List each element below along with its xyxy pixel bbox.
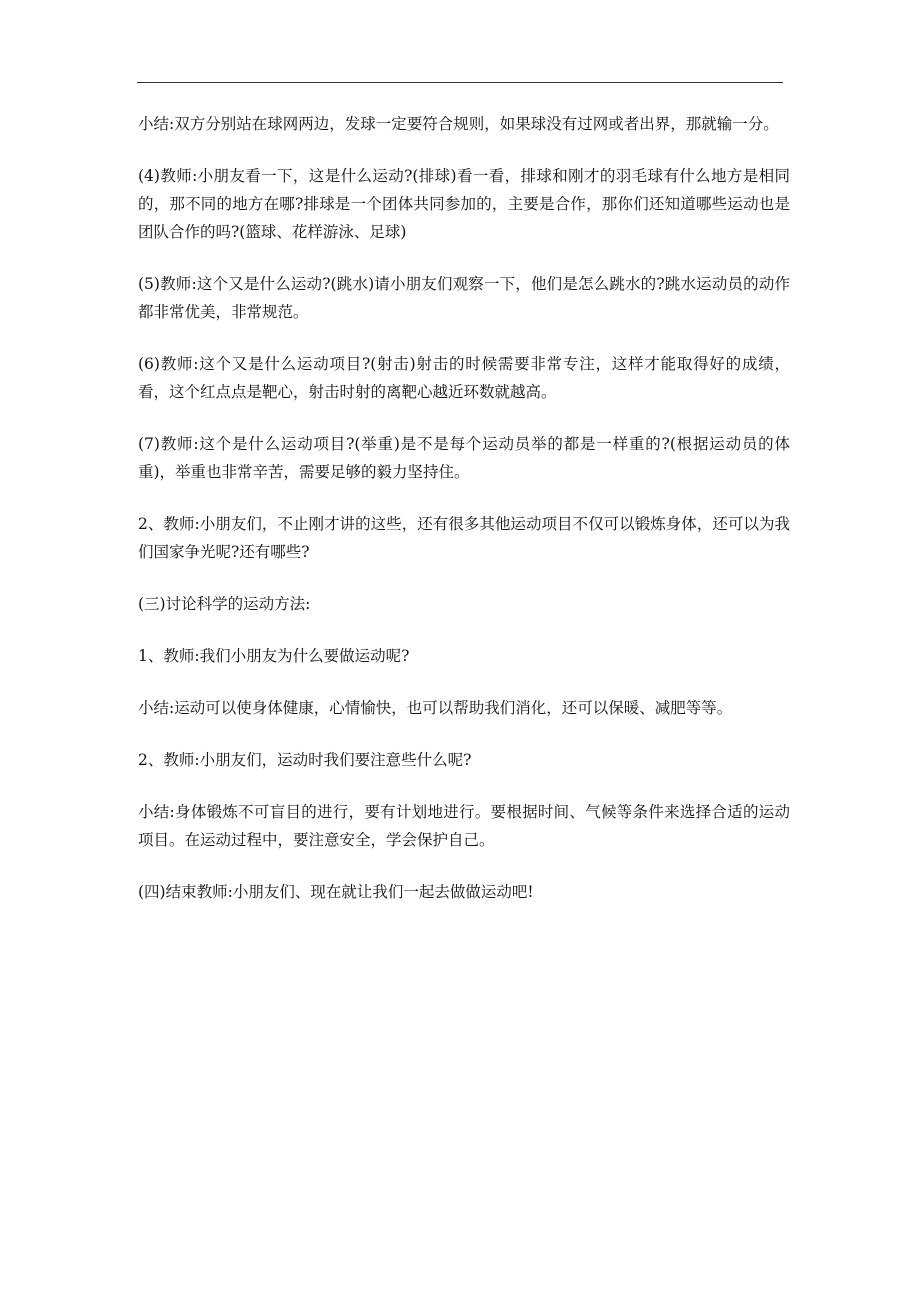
paragraph-summary-precautions: 小结:身体锻炼不可盲目的进行，要有计划地进行。要根据时间、气候等条件来选择合适的运动项目。在运动过程中，要注意安全，学会保护自己。 <box>138 803 790 849</box>
paragraph-why-exercise: 1、教师:我们小朋友为什么要做运动呢? <box>138 647 410 665</box>
document-body <box>138 110 790 930</box>
header-rule <box>137 82 783 83</box>
paragraph-conclusion: (四)结束教师:小朋友们、现在就让我们一起去做做运动吧! <box>138 883 534 901</box>
section-heading-methods: (三)讨论科学的运动方法: <box>138 595 311 613</box>
paragraph-diving: (5)教师:这个又是什么运动?(跳水)请小朋友们观察一下，他们是怎么跳水的?跳水运动员的动作都非常优美，非常规范。 <box>138 275 790 321</box>
paragraph-precautions-question: 2、教师:小朋友们，运动时我们要注意些什么呢? <box>138 751 472 769</box>
paragraph-summary-benefits: 小结:运动可以使身体健康，心情愉快，也可以帮助我们消化，还可以保暖、减肥等等。 <box>138 699 733 717</box>
paragraph-other-sports: 2、教师:小朋友们，不止刚才讲的这些，还有很多其他运动项目不仅可以锻炼身体，还可以为我们国家争光呢?还有哪些? <box>138 515 790 561</box>
paragraph-weightlifting: (7)教师:这个是什么运动项目?(举重)是不是每个运动员举的都是一样重的?(根据运动员的体重)，举重也非常辛苦，需要足够的毅力坚持住。 <box>138 435 790 481</box>
paragraph-summary-badminton: 小结:双方分别站在球网两边，发球一定要符合规则，如果球没有过网或者出界，那就输一分。 <box>138 115 779 133</box>
paragraph-volleyball: (4)教师:小朋友看一下，这是什么运动?(排球)看一看，排球和刚才的羽毛球有什么地方是相同的，那不同的地方在哪?排球是一个团体共同参加的，主要是合作，那你们还知道哪些运动也是团队合作的吗?(篮球、花样游泳、足球) <box>138 167 790 241</box>
paragraph-shooting: (6)教师:这个又是什么运动项目?(射击)射击的时候需要非常专注，这样才能取得好的成绩，看，这个红点点是靶心，射击时射的离靶心越近环数就越高。 <box>138 355 790 401</box>
